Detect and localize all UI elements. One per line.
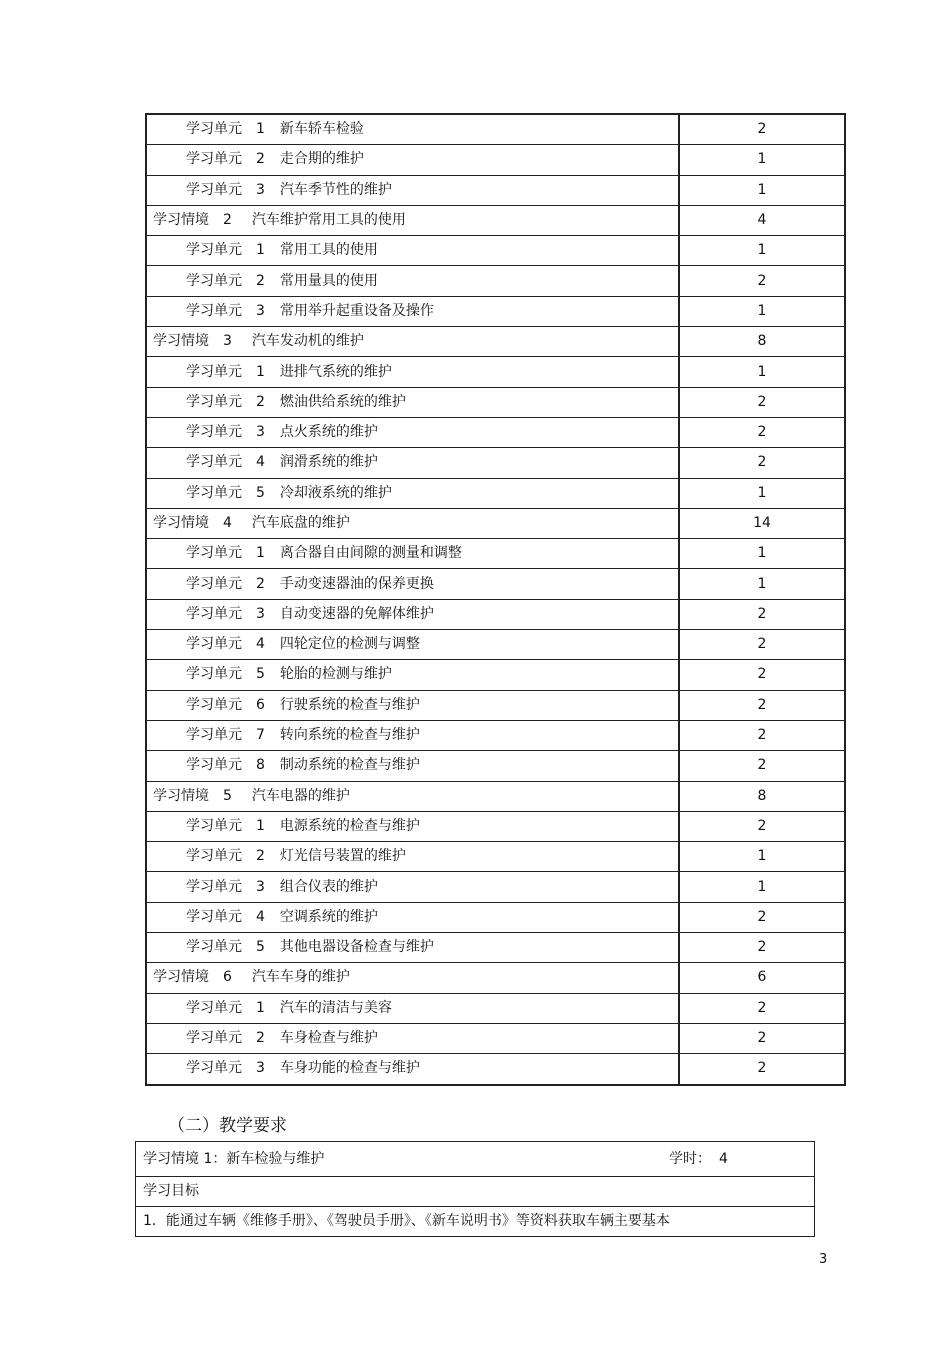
item-name-cell: [146, 478, 679, 508]
item-title: 自动变速器的免解体维护: [279, 605, 434, 622]
unit-row: [146, 872, 845, 902]
item-type-label: 学习单元: [186, 666, 242, 683]
page-number: 3: [819, 1252, 828, 1267]
item-title: 组合仪表的维护: [279, 878, 378, 895]
unit-row: [146, 417, 845, 447]
item-number: 1: [256, 999, 265, 1016]
item-title: 轮胎的检测与维护: [279, 666, 392, 683]
unit-row: [146, 902, 845, 932]
item-hours: 2: [679, 690, 845, 720]
item-title: 润滑系统的维护: [279, 454, 378, 471]
unit-row: [146, 842, 845, 872]
item-title: 常用量具的使用: [279, 272, 378, 289]
item-title: 汽车季节性的维护: [279, 181, 392, 198]
unit-row: [146, 387, 845, 417]
item-title: 转向系统的检查与维护: [279, 727, 420, 744]
item-name-cell: [146, 781, 679, 811]
item-type-label: 学习单元: [186, 1060, 242, 1077]
item-number: 8: [256, 757, 265, 774]
item-type-label: 学习单元: [186, 817, 242, 834]
item-number: 2: [256, 393, 265, 410]
item-title: 燃油供给系统的维护: [279, 393, 406, 410]
item-hours: 2: [679, 811, 845, 841]
item-title: 新车轿车检验: [279, 121, 364, 138]
unit-row: [146, 114, 845, 145]
item-hours: 2: [679, 114, 845, 145]
item-name-cell: [146, 448, 679, 478]
item-name-cell: [146, 963, 679, 993]
item-title: 汽车底盘的维护: [251, 515, 350, 531]
item-number: 2: [256, 272, 265, 289]
item-name-cell: [146, 902, 679, 932]
item-name-cell: [146, 417, 679, 447]
item-number: 1: [256, 363, 265, 380]
requirements-header-cell: [136, 1142, 815, 1177]
item-hours: 2: [679, 720, 845, 750]
item-type-label: 学习单元: [186, 393, 242, 410]
unit-row: [146, 660, 845, 690]
unit-row: [146, 175, 845, 205]
item-hours: 2: [679, 660, 845, 690]
unit-row: [146, 236, 845, 266]
objectives-label-row: [136, 1177, 815, 1207]
unit-row: [146, 993, 845, 1023]
item-name-cell: [146, 327, 679, 357]
item-title: 常用举升起重设备及操作: [279, 302, 434, 319]
item-number: 1: [256, 817, 265, 834]
unit-row: [146, 811, 845, 841]
unit-row: [146, 357, 845, 387]
item-hours: 2: [679, 630, 845, 660]
objective-text: 1．能通过车辆《维修手册》、《驾驶员手册》、《新车说明书》等资料获取车辆主要基本: [136, 1207, 815, 1237]
item-name-cell: [146, 872, 679, 902]
item-name-cell: [146, 145, 679, 175]
item-number: 1: [256, 545, 265, 562]
item-hours: 2: [679, 993, 845, 1023]
item-type-label: 学习单元: [186, 181, 242, 198]
item-name-cell: [146, 175, 679, 205]
item-name-cell: [146, 508, 679, 538]
item-number: 6: [223, 969, 232, 986]
item-number: 2: [256, 575, 265, 592]
item-title: 其他电器设备检查与维护: [279, 939, 434, 956]
unit-row: [146, 569, 845, 599]
requirements-header-row: [136, 1142, 815, 1177]
unit-row: [146, 539, 845, 569]
item-type-label: 学习单元: [186, 545, 242, 562]
unit-row: [146, 448, 845, 478]
item-hours: 6: [679, 963, 845, 993]
item-number: 4: [256, 454, 265, 471]
item-name-cell: [146, 236, 679, 266]
item-hours: 2: [679, 599, 845, 629]
item-hours: 8: [679, 327, 845, 357]
item-number: 3: [256, 605, 265, 622]
item-type-label: 学习情境: [153, 333, 209, 350]
item-number: 4: [223, 515, 232, 531]
item-name-cell: [146, 751, 679, 781]
item-type-label: 学习单元: [186, 696, 242, 713]
unit-row: [146, 630, 845, 660]
unit-row: [146, 1054, 845, 1085]
item-hours: 2: [679, 751, 845, 781]
item-hours: 2: [679, 266, 845, 296]
item-number: 4: [256, 636, 265, 653]
item-type-label: 学习单元: [186, 605, 242, 622]
unit-row: [146, 478, 845, 508]
item-title: 四轮定位的检测与调整: [279, 636, 420, 653]
item-hours: 1: [679, 842, 845, 872]
item-hours: 1: [679, 478, 845, 508]
item-hours: 14: [679, 508, 845, 538]
item-hours: 8: [679, 781, 845, 811]
item-type-label: 学习单元: [186, 302, 242, 319]
situation-row: [146, 327, 845, 357]
item-title: 进排气系统的维护: [279, 363, 392, 380]
item-number: 7: [256, 727, 265, 744]
item-type-label: 学习单元: [186, 424, 242, 441]
item-number: 3: [256, 1060, 265, 1077]
item-name-cell: [146, 811, 679, 841]
item-number: 4: [256, 908, 265, 925]
item-hours: 1: [679, 145, 845, 175]
item-number: 3: [256, 424, 265, 441]
item-name-cell: [146, 569, 679, 599]
item-number: 5: [223, 787, 232, 804]
item-title: 电源系统的检查与维护: [279, 817, 420, 834]
item-title: 汽车维护常用工具的使用: [251, 212, 406, 229]
item-hours: 1: [679, 175, 845, 205]
item-hours: 1: [679, 539, 845, 569]
item-number: 2: [256, 848, 265, 865]
item-number: 5: [256, 666, 265, 683]
teaching-requirements-table: [135, 1141, 815, 1237]
item-name-cell: [146, 630, 679, 660]
item-type-label: 学习单元: [186, 121, 242, 138]
item-hours: 1: [679, 872, 845, 902]
item-type-label: 学习单元: [186, 939, 242, 956]
item-number: 3: [223, 333, 232, 350]
item-hours: 2: [679, 387, 845, 417]
unit-row: [146, 296, 845, 326]
item-name-cell: [146, 266, 679, 296]
item-hours: 2: [679, 417, 845, 447]
item-number: 1: [256, 121, 265, 138]
item-name-cell: [146, 357, 679, 387]
item-name-cell: [146, 114, 679, 145]
situation-row: [146, 781, 845, 811]
unit-row: [146, 599, 845, 629]
objective-row: [136, 1207, 815, 1237]
item-number: 6: [256, 696, 265, 713]
item-type-label: 学习情境: [153, 969, 209, 986]
objectives-label: 学习目标: [136, 1177, 815, 1207]
course-hours-table: [145, 113, 846, 1086]
situation-label: 学习情境 1：新车检验与维护: [143, 1151, 325, 1167]
situation-row: [146, 508, 845, 538]
item-number: 2: [256, 1030, 265, 1047]
item-type-label: 学习情境: [153, 515, 209, 531]
item-name-cell: [146, 993, 679, 1023]
unit-row: [146, 266, 845, 296]
item-name-cell: [146, 720, 679, 750]
item-name-cell: [146, 933, 679, 963]
situation-row: [146, 205, 845, 235]
item-name-cell: [146, 660, 679, 690]
item-name-cell: [146, 690, 679, 720]
unit-row: [146, 690, 845, 720]
item-type-label: 学习单元: [186, 575, 242, 592]
item-number: 3: [256, 878, 265, 895]
item-title: 车身检查与维护: [279, 1030, 378, 1047]
item-type-label: 学习单元: [186, 848, 242, 865]
unit-row: [146, 720, 845, 750]
item-name-cell: [146, 599, 679, 629]
item-number: 3: [256, 181, 265, 198]
item-name-cell: [146, 842, 679, 872]
item-type-label: 学习单元: [186, 1030, 242, 1047]
unit-row: [146, 145, 845, 175]
item-hours: 2: [679, 1054, 845, 1085]
item-title: 灯光信号装置的维护: [279, 848, 406, 865]
item-title: 汽车电器的维护: [251, 787, 350, 804]
item-name-cell: [146, 1023, 679, 1053]
item-number: 2: [256, 151, 265, 168]
item-type-label: 学习单元: [186, 272, 242, 289]
item-name-cell: [146, 1054, 679, 1085]
item-number: 5: [256, 484, 265, 501]
situation-row: [146, 963, 845, 993]
item-type-label: 学习单元: [186, 363, 242, 380]
unit-row: [146, 1023, 845, 1053]
item-type-label: 学习单元: [186, 908, 242, 925]
hours-value: 4: [719, 1151, 728, 1167]
item-name-cell: [146, 296, 679, 326]
item-title: 走合期的维护: [279, 151, 364, 168]
item-type-label: 学习情境: [153, 787, 209, 804]
item-type-label: 学习单元: [186, 999, 242, 1016]
hours-label: 学时：: [669, 1151, 711, 1167]
item-type-label: 学习单元: [186, 242, 242, 259]
item-name-cell: [146, 539, 679, 569]
item-type-label: 学习单元: [186, 727, 242, 744]
item-title: 离合器自由间隙的测量和调整: [279, 545, 462, 562]
item-title: 点火系统的维护: [279, 424, 378, 441]
item-hours: 1: [679, 357, 845, 387]
course-hours-table-body: [146, 114, 845, 1085]
section-heading: （二）教学要求: [168, 1116, 287, 1136]
item-title: 冷却液系统的维护: [279, 484, 392, 501]
item-title: 空调系统的维护: [279, 908, 378, 925]
item-title: 汽车车身的维护: [251, 969, 350, 986]
item-title: 行驶系统的检查与维护: [279, 696, 420, 713]
item-hours: 2: [679, 902, 845, 932]
item-title: 车身功能的检查与维护: [279, 1060, 420, 1077]
item-hours: 1: [679, 569, 845, 599]
item-type-label: 学习单元: [186, 151, 242, 168]
unit-row: [146, 933, 845, 963]
item-type-label: 学习情境: [153, 212, 209, 229]
item-name-cell: [146, 205, 679, 235]
item-type-label: 学习单元: [186, 454, 242, 471]
item-title: 常用工具的使用: [279, 242, 378, 259]
item-hours: 1: [679, 296, 845, 326]
item-hours: 2: [679, 448, 845, 478]
item-number: 2: [223, 212, 232, 229]
item-hours: 4: [679, 205, 845, 235]
item-type-label: 学习单元: [186, 757, 242, 774]
item-hours: 2: [679, 933, 845, 963]
item-title: 制动系统的检查与维护: [279, 757, 420, 774]
item-title: 汽车的清洁与美容: [279, 999, 392, 1016]
item-number: 3: [256, 302, 265, 319]
item-type-label: 学习单元: [186, 484, 242, 501]
item-number: 1: [256, 242, 265, 259]
item-hours: 2: [679, 1023, 845, 1053]
item-type-label: 学习单元: [186, 636, 242, 653]
item-name-cell: [146, 387, 679, 417]
item-number: 5: [256, 939, 265, 956]
item-title: 手动变速器油的保养更换: [279, 575, 434, 592]
item-hours: 1: [679, 236, 845, 266]
item-type-label: 学习单元: [186, 878, 242, 895]
unit-row: [146, 751, 845, 781]
item-title: 汽车发动机的维护: [251, 333, 364, 350]
